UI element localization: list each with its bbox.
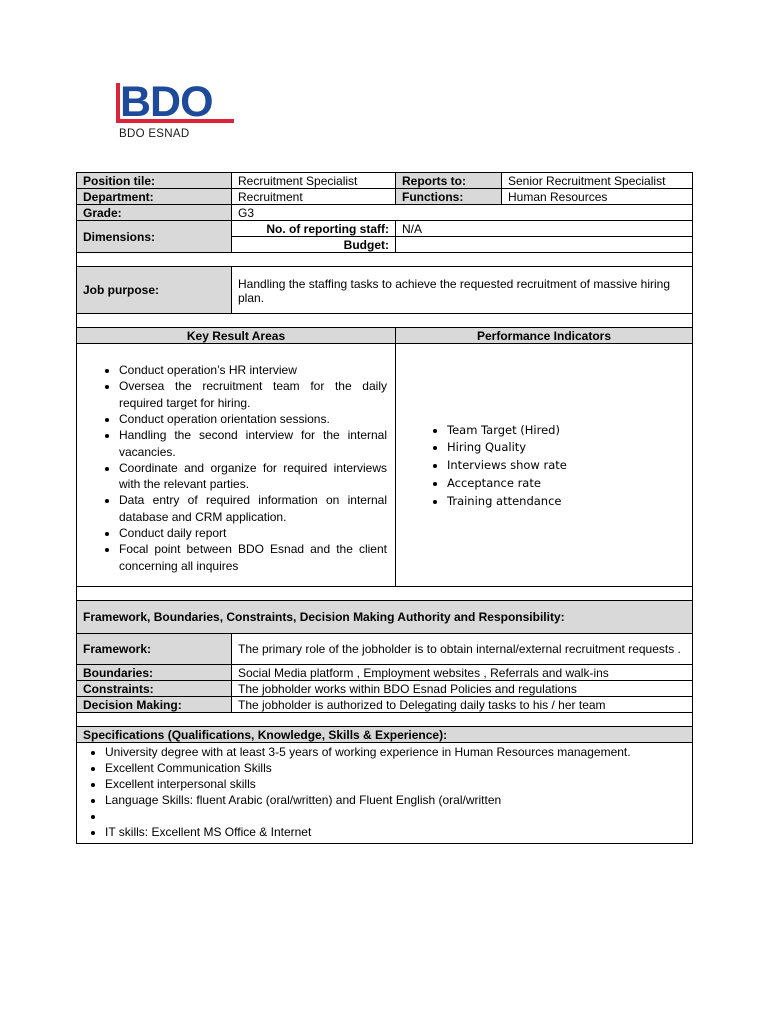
functions-value: Human Resources (502, 189, 693, 205)
framework-value: The primary role of the jobholder is to obtain internal/external recruitment requests . (232, 634, 693, 665)
framework-label: Framework: (77, 634, 232, 665)
list-item: • Conduct daily report (119, 525, 387, 541)
list-item: • Excellent Communication Skills (105, 760, 686, 776)
logo-subtitle: BDO ESNAD (119, 128, 190, 140)
position-label: Position tile: (77, 173, 232, 189)
row-spec-body (77, 743, 693, 844)
row-grade (77, 205, 693, 221)
spacer-row (77, 713, 693, 727)
list-item: • Team Target (Hired) (447, 422, 686, 440)
bdo-logo-mark (116, 78, 236, 128)
department-label: Department: (77, 189, 232, 205)
list-item: • Focal point between BDO Esnad and the client concerning all inquires (119, 541, 387, 574)
department-value: Recruitment (232, 189, 396, 205)
constraints-label: Constraints: (77, 681, 232, 697)
budget-label: Budget: (232, 237, 396, 253)
list-item: • Conduct operation orientation sessions. (119, 411, 387, 427)
row-kra-header (77, 328, 693, 344)
decision-label: Decision Making: (77, 697, 232, 713)
staff-value: N/A (396, 221, 693, 237)
spacer-row (77, 587, 693, 601)
row-decision (77, 697, 693, 713)
list-item: • Hiring Quality (447, 439, 686, 457)
grade-value: G3 (232, 205, 693, 221)
row-kra-body (77, 344, 693, 587)
list-item: • Oversea the recruitment team for the daily required target for hiring. (119, 378, 387, 411)
logo-wordmark: BDO (120, 78, 213, 126)
list-item: • Conduct operation’s HR interview (119, 362, 387, 378)
decision-value: The jobholder is authorized to Delegating daily tasks to his / her team (232, 697, 693, 713)
list-item: • Excellent interpersonal skills (105, 776, 686, 792)
kra-header: Key Result Areas (77, 328, 396, 344)
indicators-cell (396, 344, 693, 587)
row-position (77, 173, 693, 189)
list-item (105, 808, 686, 824)
list-item: • Acceptance rate (447, 475, 686, 493)
job-purpose-text: Handling the staffing tasks to achieve the requested recruitment of massive hiring plan. (232, 267, 693, 314)
row-constraints (77, 681, 693, 697)
row-framework-title (77, 601, 693, 634)
boundaries-label: Boundaries: (77, 665, 232, 681)
list-item: • IT skills: Excellent MS Office & Internet (105, 824, 686, 840)
kra-list (83, 362, 389, 574)
row-spec-title (77, 727, 693, 743)
specifications-list (83, 744, 686, 840)
reports-label: Reports to: (396, 173, 502, 189)
indicators-list (402, 422, 686, 511)
constraints-value: The jobholder works within BDO Esnad Policies and regulations (232, 681, 693, 697)
row-framework (77, 634, 693, 665)
list-item: • Training attendance (447, 493, 686, 511)
budget-value (396, 237, 693, 253)
job-purpose-label: Job purpose: (77, 267, 232, 314)
list-item: • Language Skills: fluent Arabic (oral/written) and Fluent English (oral/written (105, 792, 686, 808)
specifications-title: Specifications (Qualifications, Knowledge, Skills & Experience): (77, 727, 693, 743)
row-boundaries (77, 665, 693, 681)
list-item: • Coordinate and organize for required interviews with the relevant parties. (119, 460, 387, 493)
row-staff (77, 221, 693, 237)
reports-value: Senior Recruitment Specialist (502, 173, 693, 189)
list-item: • Data entry of required information on internal database and CRM application. (119, 492, 387, 525)
indicators-header: Performance Indicators (396, 328, 693, 344)
list-item: • Interviews show rate (447, 457, 686, 475)
spacer-row (77, 314, 693, 328)
boundaries-value: Social Media platform , Employment websites , Referrals and walk-ins (232, 665, 693, 681)
position-value: Recruitment Specialist (232, 173, 396, 189)
functions-label: Functions: (396, 189, 502, 205)
row-job-purpose (77, 267, 693, 314)
framework-title: Framework, Boundaries, Constraints, Decision Making Authority and Responsibility: (77, 601, 693, 634)
specifications-cell (77, 743, 693, 844)
staff-label: No. of reporting staff: (232, 221, 396, 237)
spacer-row (77, 253, 693, 267)
list-item: • University degree with at least 3-5 years of working experience in Human Resources management. (105, 744, 686, 760)
kra-cell (77, 344, 396, 587)
job-description-table (76, 172, 693, 844)
grade-label: Grade: (77, 205, 232, 221)
dimensions-label: Dimensions: (77, 221, 232, 253)
company-logo (116, 78, 236, 148)
list-item: • Handling the second interview for the internal vacancies. (119, 427, 387, 460)
row-department (77, 189, 693, 205)
